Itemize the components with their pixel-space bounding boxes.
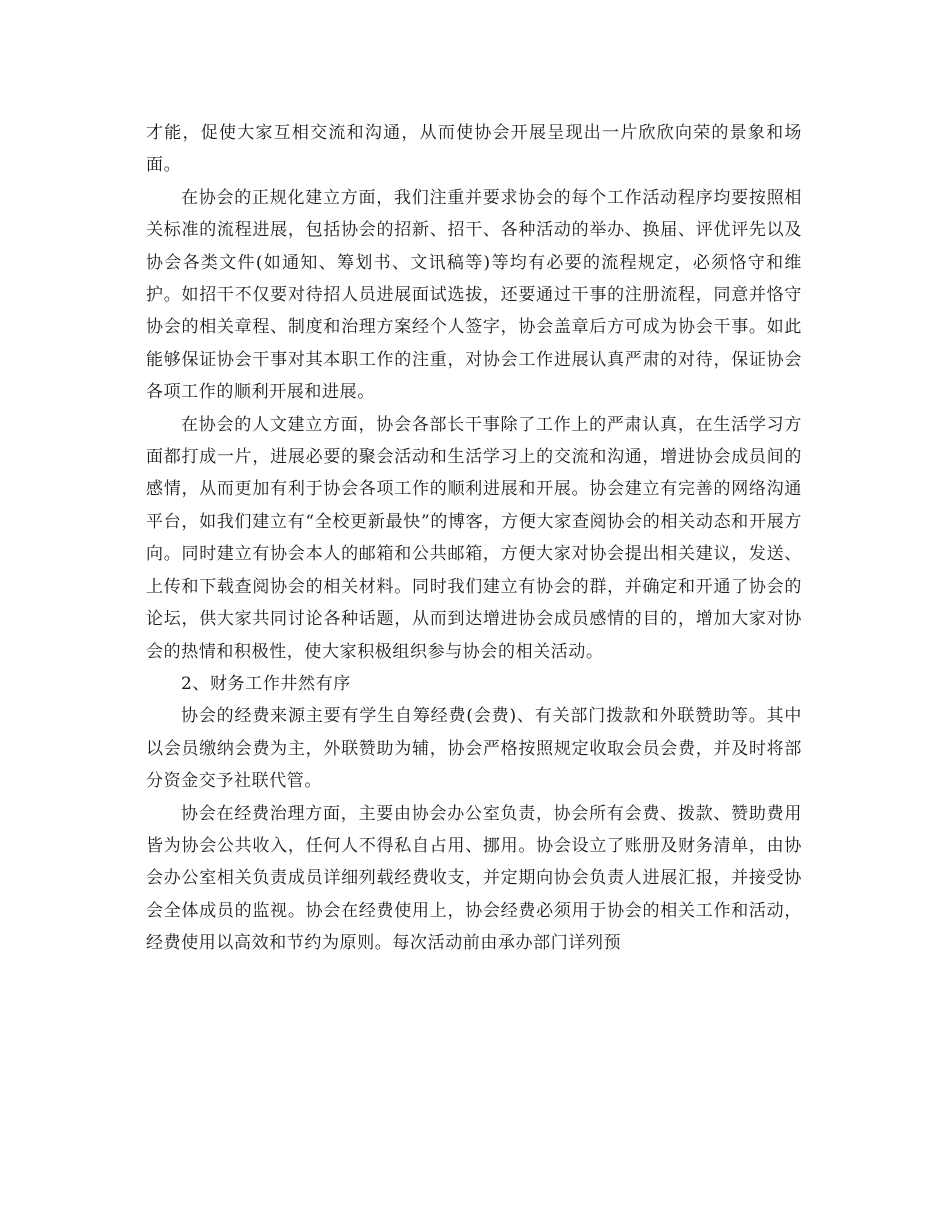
paragraph-1: 才能，促使大家互相交流和沟通，从而使协会开展呈现出一片欣欣向荣的景象和场面。 [146, 123, 802, 176]
paragraph-3: 在协会的人文建立方面，协会各部长干事除了工作上的严肃认真，在生活学习方面都打成一片，进展必要的聚会活动和生活学习上的交流和沟通，增进协会成员间的感情，从而更加有利于协会各项工作的顺利进展和开展。协会建立有完善的网络沟通平台，如我们建立有“全校更新最快”的博客，方便大家查阅协会的相关动态和开展方向。同时建立有协会本人的邮箱和公共邮箱，方便大家对协会提出相关建议，发送、上传和下载查阅协会的相关材料。同时我们建立有协会的群，并确定和开通了协会的论坛，供大家共同讨论各种话题，从而到达增进协会成员感情的目的，增加大家对协会的热情和积极性，使大家积极组织参与协会的相关活动。 [146, 414, 802, 662]
paragraph-2: 在协会的正规化建立方面，我们注重并要求协会的每个工作活动程序均要按照相关标准的流程进展，包括协会的招新、招干、各种活动的举办、换届、评优评先以及协会各类文件(如通知、筹划书、文讯稿等)等均有必要的流程规定，必须恪守和维护。如招干不仅要对待招人员进展面试选拔，还要通过干事的注册流程，同意并恪守协会的相关章程、制度和治理方案经个人签字，协会盖章后方可成为协会干事。如此能够保证协会干事对其本职工作的注重，对协会工作进展认真严肃的对待，保证协会各项工作的顺利开展和进展。 [146, 187, 802, 403]
document-body [146, 117, 802, 960]
paragraph-5: 协会在经费治理方面，主要由协会办公室负责，协会所有会费、拨款、赞助费用皆为协会公共收入，任何人不得私自占用、挪用。协会设立了账册及财务清单，由协会办公室相关负责成员详细列载经费收支，并定期向协会负责人进展汇报，并接受协会全体成员的监视。协会在经费使用上，协会经费必须用于协会的相关工作和活动，经费使用以高效和节约为原则。每次活动前由承办部门详列预 [146, 803, 802, 954]
paragraph-4: 协会的经费来源主要有学生自筹经费(会费)、有关部门拨款和外联赞助等。其中以会员缴纳会费为主，外联赞助为辅，协会严格按照规定收取会员会费，并及时将部分资金交予社联代管。 [146, 706, 802, 792]
section-heading-finance: 2、财务工作井然有序 [181, 673, 351, 694]
